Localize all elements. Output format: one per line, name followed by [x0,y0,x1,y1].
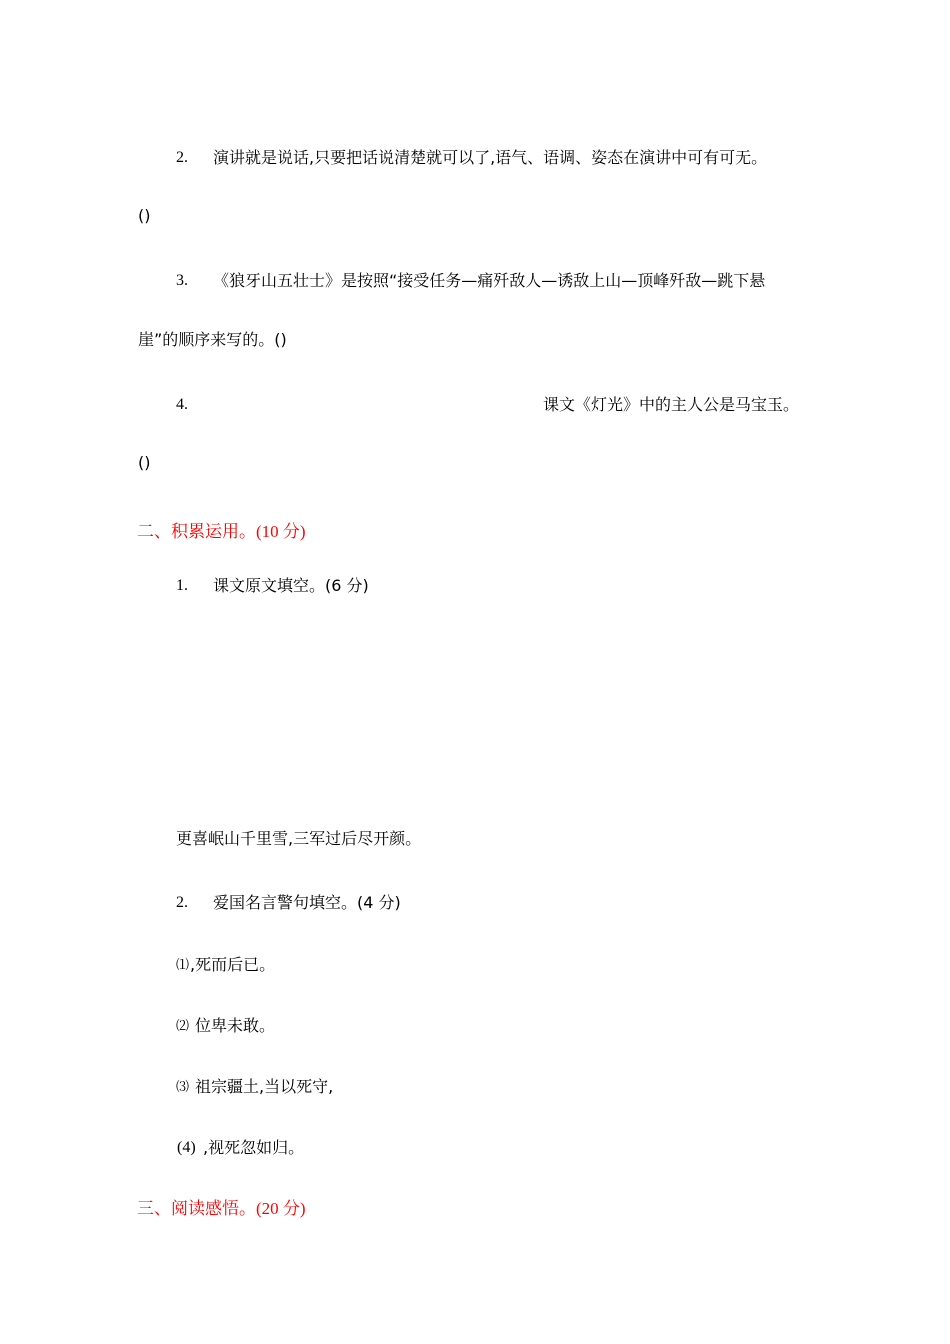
item-2-text: 位卑未敢。 [195,1016,276,1035]
item-1-text: ,死而后已。 [190,955,276,974]
section-2-question-2-text: 爱国名言警句填空。(4 分) [213,893,401,912]
section-2-question-1-number: 1. [176,577,188,594]
section-2-question-2-number: 2. [176,894,188,911]
question-2-answer-paren: () [138,206,151,225]
question-4-answer-paren: () [138,453,151,472]
item-4-label: (4) [177,1139,196,1156]
question-4-number: 4. [176,396,188,413]
item-1-label: ⑴ [176,958,190,973]
item-3-text: 祖宗疆土,当以死守, [195,1077,334,1096]
question-3-number: 3. [176,272,188,289]
section-2-heading: 二、积累运用。(10 分) [137,522,306,541]
item-3-label: ⑶ [176,1080,190,1095]
section-2-question-1-text: 课文原文填空。(6 分) [213,576,369,595]
question-4-text: 课文《灯光》中的主人公是马宝玉。 [543,395,800,414]
question-3-text-line1: 《狼牙山五壮士》是按照“接受任务—痛歼敌人—诱敌上山—顶峰歼敌—跳下悬 [213,271,766,290]
section-3-heading: 三、阅读感悟。(20 分) [137,1199,306,1218]
item-4-text: ,视死忽如归。 [203,1138,305,1157]
question-2-number: 2. [176,149,188,166]
question-2-text: 演讲就是说话,只要把话说清楚就可以了,语气、语调、姿态在演讲中可有可无。 [213,148,768,167]
question-3-text-line2: 崖”的顺序来写的。() [138,330,287,349]
item-2-label: ⑵ [176,1019,190,1034]
poem-line: 更喜岷山千里雪,三军过后尽开颜。 [176,829,422,848]
